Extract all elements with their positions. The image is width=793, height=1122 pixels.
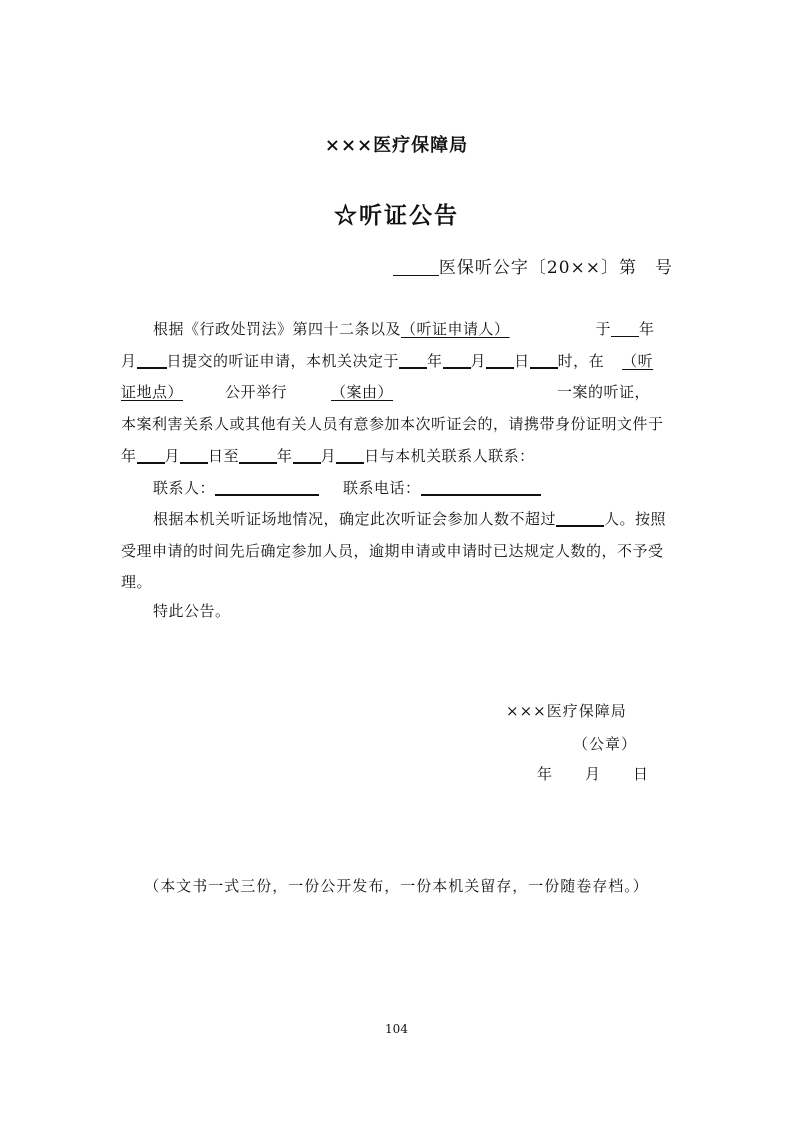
signature-date: 年 月 日 xyxy=(537,765,650,783)
p1-l2-text-e: 日 xyxy=(514,352,530,370)
paragraph1-line4: 本案利害关系人或其他有关人员有意参加本次听证会的，请携带身份证明文件于 xyxy=(121,415,664,433)
case-cause-field[interactable]: （案由） xyxy=(331,383,394,401)
p1-l1-text-b: 于 xyxy=(595,320,612,338)
p1-l5-text-d: 年 xyxy=(277,447,293,465)
location-field-end[interactable]: 证地点） xyxy=(121,383,184,401)
paragraph1-line5 xyxy=(121,445,535,466)
p1-l3-text-c: 一案的听证， xyxy=(557,383,651,401)
p1-l5-text-c: 日至 xyxy=(208,447,240,465)
p1-l3-text-b: 公开举行 xyxy=(225,383,288,401)
p1-l5-text-e: 月 xyxy=(320,447,337,465)
hearing-month-blank[interactable] xyxy=(443,352,471,369)
paragraph2-line3: 理。 xyxy=(121,573,153,591)
paragraph2-line1 xyxy=(153,508,666,529)
max-attendees-blank[interactable] xyxy=(556,510,604,527)
header-organization: ×××医疗保障局 xyxy=(324,135,469,156)
page-number: 104 xyxy=(385,1022,408,1036)
document-title: ☆听证公告 xyxy=(334,202,459,229)
register-start-month-blank[interactable] xyxy=(137,447,165,464)
paragraph2-line2: 受理申请的时间先后确定参加人员，逾期申请或申请时已达规定人数的，不予受 xyxy=(121,542,664,560)
year-blank-1[interactable] xyxy=(611,321,639,337)
signature-organization: ×××医疗保障局 xyxy=(506,702,627,720)
p1-l2-text-b: 日提交的听证申请，本机关决定于 xyxy=(166,352,400,370)
hearing-day-blank[interactable] xyxy=(486,352,514,369)
register-end-year-blank[interactable] xyxy=(239,447,277,464)
p1-l2-text-c: 年 xyxy=(427,352,443,370)
paragraph1-line2 xyxy=(121,350,653,371)
p1-l2-text-a: 月 xyxy=(121,352,137,370)
document-copies-note: （本文书一式三份，一份公开发布，一份本机关留存，一份随卷存档。） xyxy=(144,877,649,895)
paragraph1-line1 xyxy=(153,318,655,339)
register-end-day-blank[interactable] xyxy=(336,447,364,464)
p1-l1-text-c: 年 xyxy=(639,320,655,338)
hearing-year-blank[interactable] xyxy=(399,352,427,369)
month-blank-1[interactable] xyxy=(137,352,167,369)
register-start-day-blank[interactable] xyxy=(180,447,208,464)
official-seal-label: （公章） xyxy=(573,735,638,753)
contact-line xyxy=(153,477,541,498)
p2-l1-text-a: 根据本机关听证场地情况，确定此次听证会参加人数不超过 xyxy=(153,510,557,528)
p1-l5-text-f: 日与本机关联系人联系： xyxy=(364,447,535,465)
applicant-field[interactable]: （听证申请人） xyxy=(401,320,510,338)
contact-label: 联系人： xyxy=(153,479,216,497)
doc-number-text: 医保听公字〔20××〕第 号 xyxy=(438,258,673,278)
hearing-hour-blank[interactable] xyxy=(530,352,558,369)
contact-person-blank[interactable] xyxy=(215,479,319,496)
p2-l1-text-b: 人。按照 xyxy=(604,510,667,528)
p1-l5-text-b: 月 xyxy=(164,447,181,465)
closing-text: 特此公告。 xyxy=(153,602,231,620)
doc-prefix-blank[interactable] xyxy=(393,258,439,276)
phone-label: 联系电话： xyxy=(343,479,421,497)
location-field-start[interactable]: （听 xyxy=(622,352,654,370)
p1-l5-text-a: 年 xyxy=(121,447,137,465)
paragraph1-line3 xyxy=(121,381,650,402)
p1-l1-text-a: 根据《行政处罚法》第四十二条以及 xyxy=(153,320,402,338)
p1-l2-text-d: 月 xyxy=(470,352,487,370)
register-end-month-blank[interactable] xyxy=(293,447,321,464)
contact-phone-blank[interactable] xyxy=(421,479,541,496)
p1-l2-text-f: 时，在 xyxy=(557,352,605,370)
document-number xyxy=(393,253,673,278)
